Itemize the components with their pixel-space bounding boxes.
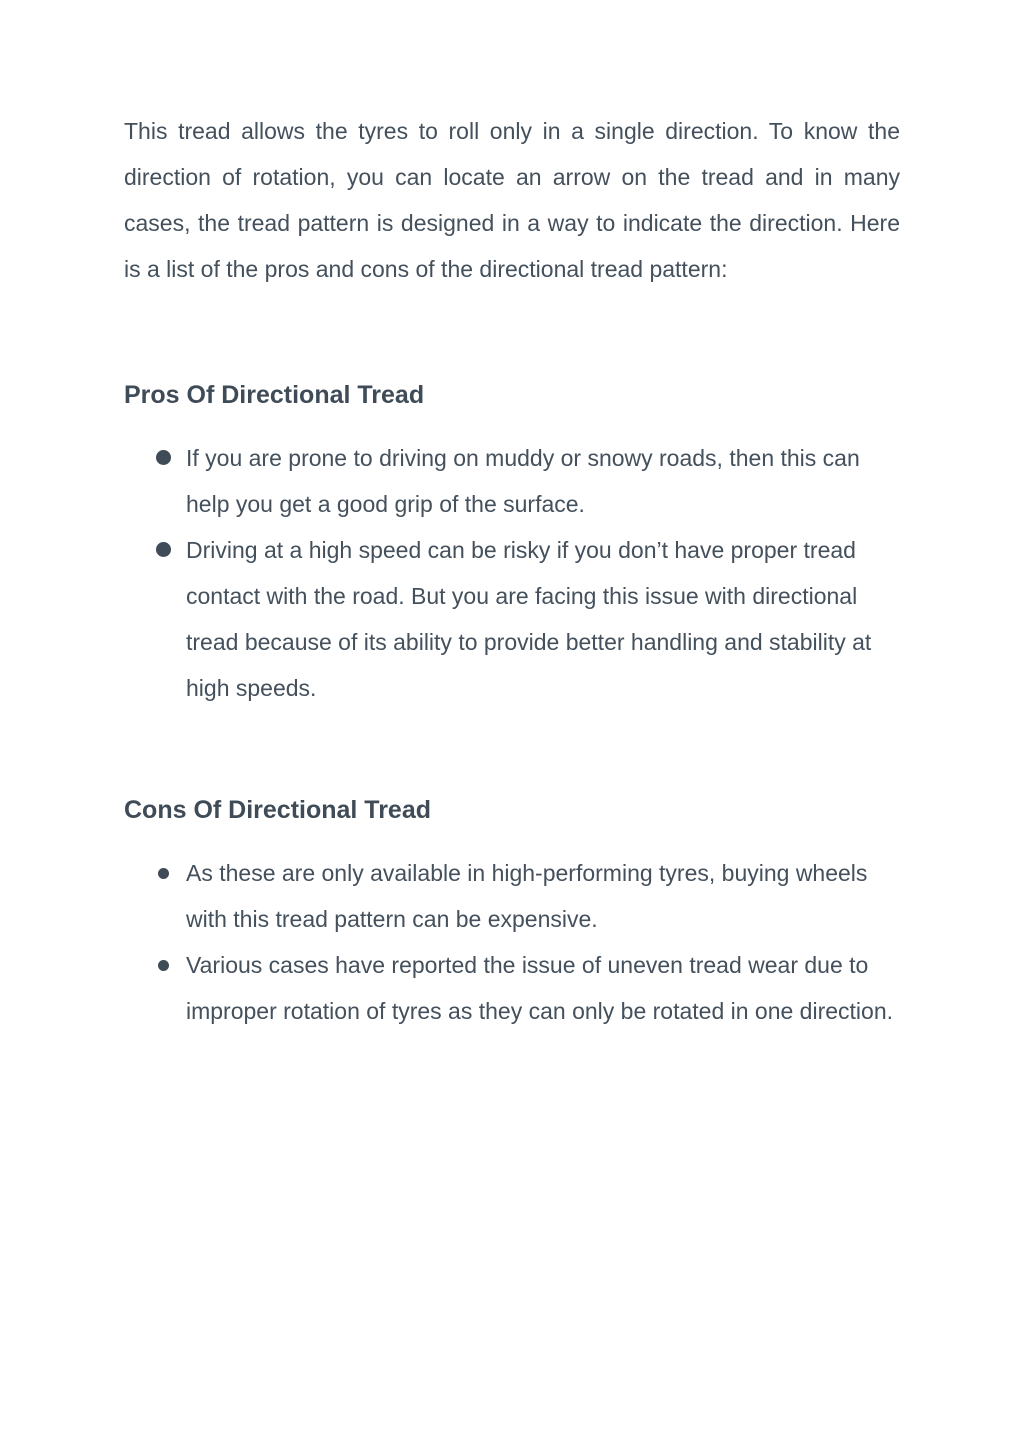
list-item bbox=[186, 527, 900, 711]
document-page bbox=[124, 108, 900, 1034]
list-item-text: If you are prone to driving on muddy or snowy roads, then this can help you get a good grip of the surface. bbox=[186, 445, 860, 517]
bullet-icon bbox=[158, 868, 169, 879]
intro-paragraph: This tread allows the tyres to roll only in a single direction. To know the direction of rotation, you can locate an arrow on the tread and in many cases, the tread pattern is designed in a way to indicate the direction. Here is a list of the pros and cons of the directional tread pattern: bbox=[124, 118, 900, 282]
list-item bbox=[186, 942, 900, 1034]
list-item-text: As these are only available in high-performing tyres, buying wheels with this tread pattern can be expensive. bbox=[186, 860, 868, 932]
pros-heading: Pros Of Directional Tread bbox=[124, 381, 425, 409]
list-item-text: Driving at a high speed can be risky if you don’t have proper tread contact with the road. But you are facing this issue with directional tread because of its ability to provide better handling and stability at high speeds. bbox=[186, 537, 872, 701]
cons-list bbox=[124, 850, 900, 1034]
list-item bbox=[186, 850, 900, 942]
bullet-icon bbox=[156, 450, 171, 465]
cons-heading: Cons Of Directional Tread bbox=[124, 796, 432, 824]
bullet-icon bbox=[156, 542, 171, 557]
list-item-text: Various cases have reported the issue of uneven tread wear due to improper rotation of tyres as they can only be rotated in one direction. bbox=[186, 952, 894, 1024]
pros-list bbox=[124, 435, 900, 711]
list-item bbox=[186, 435, 900, 527]
bullet-icon bbox=[158, 960, 169, 971]
